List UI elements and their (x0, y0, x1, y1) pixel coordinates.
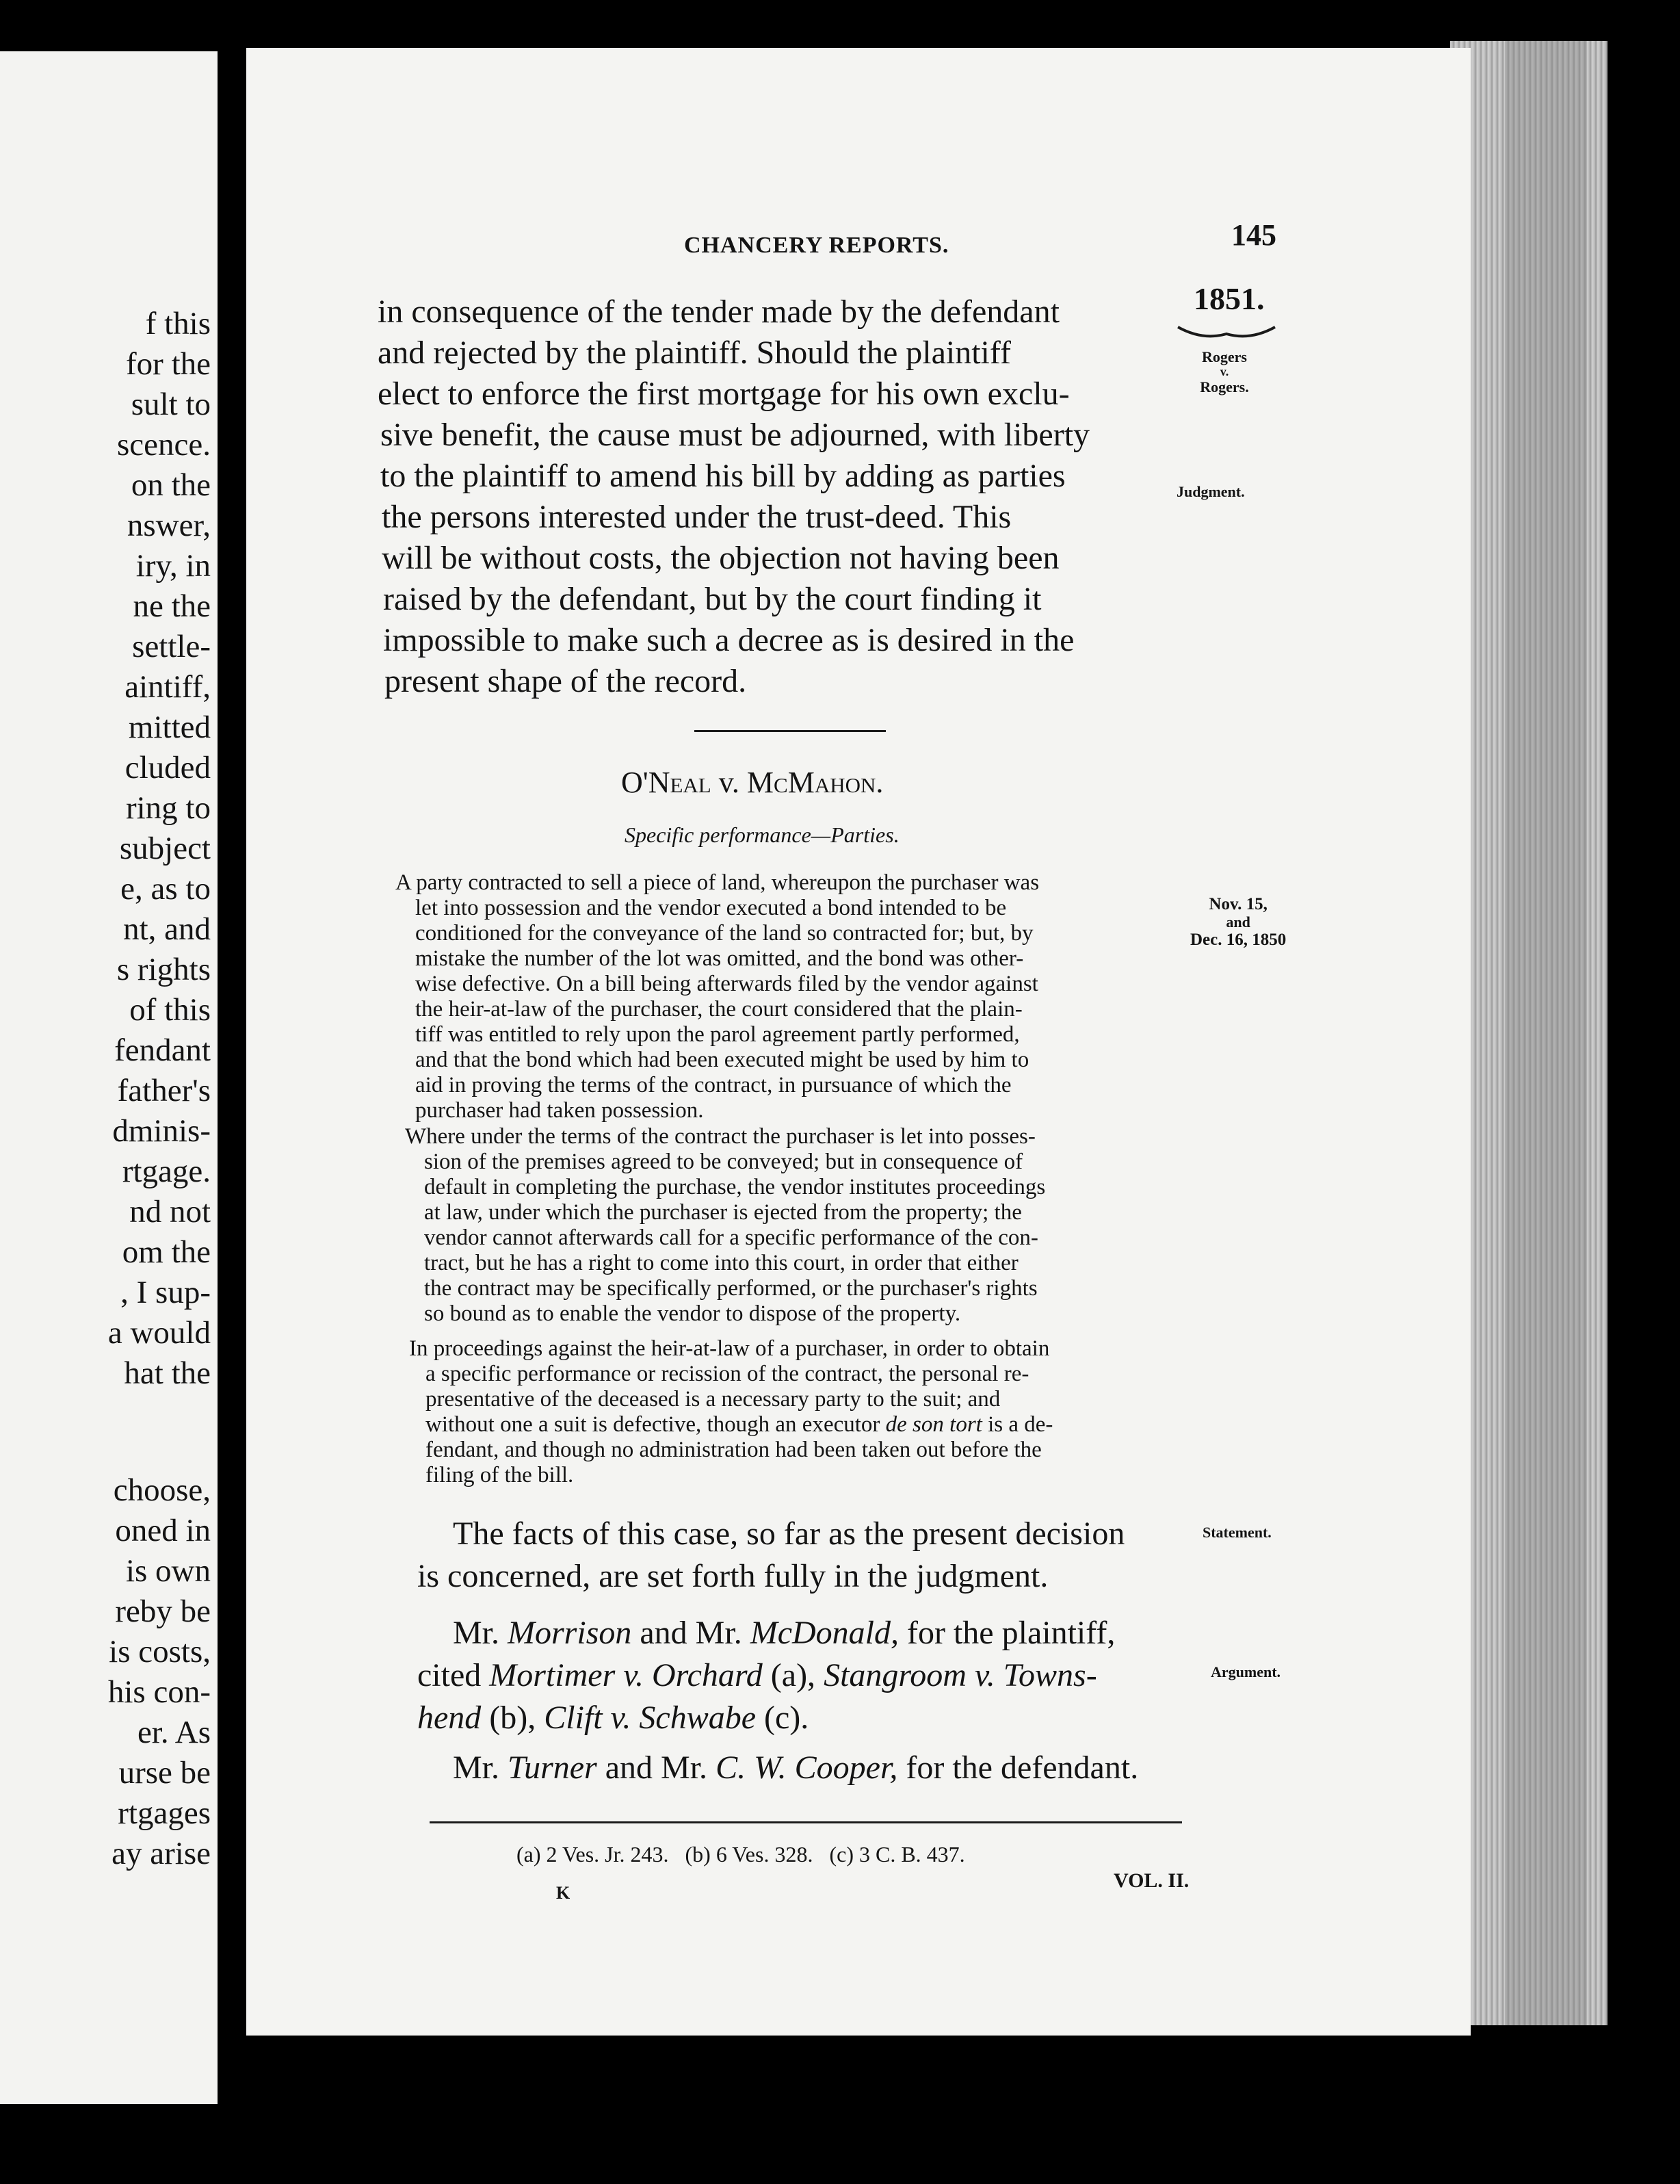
margin-case-ref-line: Rogers (1202, 348, 1247, 365)
headnote-line: at law, under which the purchaser is ejected from the property; the (424, 1200, 1022, 1225)
case-party-a: O'Neal (621, 766, 711, 799)
left-page-line: oned in (115, 1513, 211, 1548)
argument-line (453, 1752, 1138, 1784)
left-page-line: f this (145, 306, 211, 341)
brace-ornament (1175, 322, 1278, 342)
left-page-line: nswer, (127, 508, 211, 543)
argument-line (417, 1702, 809, 1734)
headnote-line: and that the bond which had been executed might be used by him to (415, 1048, 1029, 1072)
left-page-line: rtgages (118, 1795, 211, 1831)
left-page-line: is costs, (109, 1634, 211, 1669)
left-page-line: a would (107, 1315, 211, 1351)
left-page-line: father's (117, 1073, 211, 1108)
left-page-line: ne the (133, 588, 211, 624)
headnote-line: filing of the bill. (425, 1463, 574, 1487)
body-line: elect to enforce the first mortgage for his own exclu- (378, 376, 1070, 412)
statement-line: is concerned, are set forth fully in the judgment. (417, 1558, 1049, 1594)
signature-mark: K (556, 1883, 570, 1903)
running-title: CHANCERY REPORTS. (684, 233, 949, 258)
body-line: will be without costs, the objection not having been (382, 540, 1060, 576)
left-page-line: for the (126, 346, 211, 382)
book-page (246, 48, 1471, 2036)
argument-line (417, 1659, 1097, 1692)
headnote-line: default in completing the purchase, the vendor institutes proceedings (424, 1175, 1046, 1199)
margin-date-line: and (1226, 913, 1250, 931)
headnote-line: sion of the premises agreed to be conveyed; but in consequence of (424, 1149, 1023, 1174)
headnote-line: the contract may be specifically performed, or the purchaser's rights (424, 1276, 1038, 1301)
body-line: impossible to make such a decree as is desired in the (383, 622, 1075, 658)
argument-text: for the plaintiff, (907, 1615, 1116, 1651)
left-page-line: e, as to (120, 871, 211, 907)
left-page-line: om the (122, 1234, 211, 1270)
body-line: the persons interested under the trust-deed. This (382, 499, 1012, 535)
case-party-b: McMahon. (746, 766, 884, 799)
case-title (621, 765, 883, 800)
left-page-line: of this (129, 992, 211, 1028)
left-page-line: cluded (124, 750, 211, 785)
body-line: raised by the defendant, but by the court finding it (383, 581, 1042, 617)
headnote-line: purchaser had taken possession. (415, 1098, 704, 1123)
counsel-name: McDonald, (750, 1615, 899, 1651)
counsel-name: C. W. Cooper, (716, 1750, 898, 1786)
left-page-line: urse be (118, 1755, 211, 1791)
headnote-text: is a de- (988, 1412, 1053, 1437)
margin-judgment: Judgment. (1177, 483, 1245, 500)
left-page-line: ring to (125, 790, 211, 826)
counsel-name: Morrison (508, 1615, 632, 1651)
argument-text: for the defendant. (906, 1750, 1139, 1786)
left-page-line: , I sup- (120, 1275, 211, 1310)
argument-text: (a), (770, 1657, 816, 1693)
case-citation: hend (417, 1700, 482, 1736)
left-page-line: mitted (128, 710, 211, 745)
left-page-line: subject (119, 831, 211, 866)
left-page-line: on the (131, 467, 211, 503)
page-number: 145 (1231, 218, 1276, 252)
headnote-line: so bound as to enable the vendor to dispose of the property. (424, 1301, 961, 1326)
left-page-line: ay arise (111, 1836, 211, 1871)
case-subtitle: Specific performance—Parties. (625, 822, 900, 847)
left-page-line: scence. (117, 427, 211, 463)
headnote-line: fendant, and though no administration had been taken out before the (425, 1438, 1042, 1462)
left-page-line: choose, (113, 1472, 211, 1508)
headnote-line: In proceedings against the heir-at-law of a purchaser, in order to obtain (409, 1336, 1050, 1361)
headnote-line: mistake the number of the lot was omitted, and the bond was other- (415, 946, 1024, 971)
left-page-line: nt, and (123, 911, 211, 947)
headnote-line: conditioned for the conveyance of the land so contracted for; but, by (415, 921, 1034, 946)
left-page-line: nd not (129, 1194, 211, 1230)
margin-case-ref (1194, 349, 1255, 395)
argument-text: Mr. (453, 1750, 500, 1786)
case-versus: v. (718, 766, 739, 799)
left-page-line: dminis- (112, 1113, 211, 1149)
headnote-line: Where under the terms of the contract the purchaser is let into posses- (405, 1124, 1036, 1149)
body-line: and rejected by the plaintiff. Should the plaintiff (378, 335, 1011, 371)
body-line: present shape of the record. (384, 663, 747, 699)
headnote-line: wise defective. On a bill being afterwards filed by the vendor against (415, 972, 1038, 996)
argument-text: and Mr. (640, 1615, 742, 1651)
section-rule (694, 730, 886, 732)
left-page-line: iry, in (135, 548, 211, 584)
left-page-line: aintiff, (124, 669, 211, 705)
statement-line: The facts of this case, so far as the present decision (453, 1516, 1125, 1552)
volume-label: VOL. II. (1114, 1869, 1190, 1892)
headnote-line: a specific performance or recission of the contract, the personal re- (425, 1362, 1029, 1386)
margin-argument: Argument. (1211, 1663, 1281, 1680)
footnotes: (a) 2 Ves. Jr. 243. (b) 6 Ves. 328. (c) 3 C. B. 437. (516, 1842, 965, 1867)
argument-line (453, 1617, 1115, 1650)
left-page-line: rtgage. (122, 1154, 211, 1189)
headnote-line: presentative of the deceased is a necessary party to the suit; and (425, 1387, 1001, 1412)
left-facing-page (0, 51, 218, 2104)
left-page-line: fendant (114, 1032, 211, 1068)
footnote-rule (430, 1821, 1182, 1823)
left-page-line: settle- (132, 629, 211, 664)
left-page-line: is own (125, 1553, 211, 1589)
argument-text: (c). (764, 1700, 809, 1736)
margin-date-line: Dec. 16, 1850 (1190, 930, 1287, 949)
left-page-line: hat the (124, 1355, 211, 1391)
margin-year: 1851. (1194, 281, 1265, 316)
body-line: sive benefit, the cause must be adjourned, with liberty (380, 417, 1090, 453)
margin-date-line: Nov. 15, (1209, 895, 1268, 913)
margin-case-ref-line: v. (1220, 365, 1229, 379)
argument-text: (b), (489, 1700, 536, 1736)
case-citation: Clift v. Schwabe (544, 1700, 757, 1736)
case-citation: Mortimer v. Orchard (489, 1657, 763, 1693)
counsel-name: Turner (508, 1750, 597, 1786)
margin-dates (1190, 895, 1286, 949)
headnote-latin: de son tort (885, 1412, 982, 1437)
margin-case-ref-line: Rogers. (1200, 378, 1249, 395)
left-page-line: s rights (116, 952, 211, 987)
case-citation: Stangroom v. Towns- (824, 1657, 1097, 1693)
binding-shadow (1505, 41, 1587, 2025)
left-page-line: er. As (137, 1715, 211, 1750)
body-line: in consequence of the tender made by the defendant (378, 294, 1060, 330)
headnote-line: let into possession and the vendor executed a bond intended to be (415, 896, 1007, 920)
headnote-line: A party contracted to sell a piece of land, whereupon the purchaser was (395, 870, 1040, 895)
headnote-line: aid in proving the terms of the contract, in pursuance of which the (415, 1073, 1012, 1097)
headnote-line: vendor cannot afterwards call for a specific performance of the con- (424, 1225, 1038, 1250)
headnote-text: without one a suit is defective, though an executor (425, 1412, 880, 1437)
left-page-line: his con- (107, 1674, 211, 1710)
headnote-line: the heir-at-law of the purchaser, the court considered that the plain- (415, 997, 1023, 1022)
argument-text: cited (417, 1657, 482, 1693)
left-page-line: sult to (131, 387, 211, 422)
argument-text: and Mr. (605, 1750, 708, 1786)
headnote-line: tiff was entitled to rely upon the parol agreement partly performed, (415, 1022, 1020, 1047)
left-page-line: reby be (115, 1594, 211, 1629)
headnote-line: tract, but he has a right to come into this court, in order that either (424, 1251, 1019, 1275)
margin-statement: Statement. (1203, 1524, 1272, 1541)
argument-text: Mr. (453, 1615, 500, 1651)
headnote-line (425, 1414, 1053, 1436)
body-line: to the plaintiff to amend his bill by adding as parties (380, 458, 1066, 494)
